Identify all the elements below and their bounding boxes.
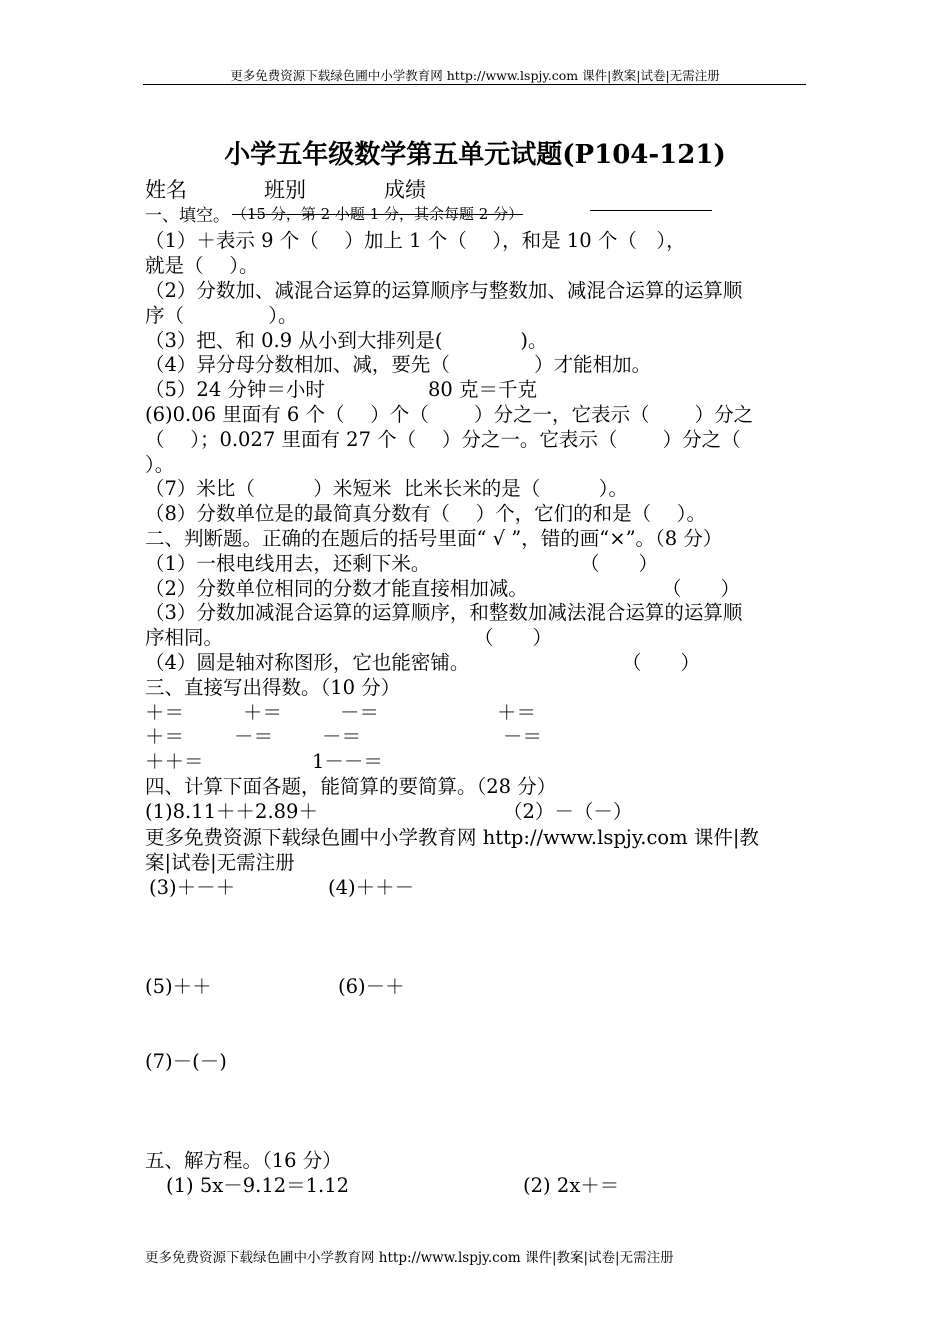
mental-math-item: －＝ [322, 725, 362, 748]
question-1-2b: 序（ ）。 [145, 304, 298, 327]
calc-4: (4)＋＋－ [328, 876, 415, 899]
question-1-4: （4）异分母分数相加、减，要先（ ）才能相加。 [145, 353, 652, 376]
question-1-5a: （5）24 分钟＝小时 [145, 378, 325, 401]
calc-1: (1)8.11＋＋2.89＋ [145, 800, 318, 823]
calc-6: (6)－＋ [338, 975, 405, 998]
question-1-7: （7）米比（ ）米短米 比米长米的是（ ）。 [145, 477, 629, 500]
student-name-label: 姓名 [145, 178, 187, 202]
mental-math-item: ＋＝ [145, 725, 185, 748]
judge-4: （4）圆是轴对称图形，它也能密铺。 [145, 651, 470, 674]
judge-3b: 序相同。 [145, 626, 224, 649]
calc-3: (3)＋－＋ [149, 876, 236, 899]
calc-5: (5)＋＋ [145, 975, 212, 998]
calc-7: (7)－(－) [145, 1050, 227, 1073]
score-label: 成绩 [384, 178, 426, 202]
mental-math-item: －＝ [503, 725, 543, 748]
question-1-2a: （2）分数加、减混合运算的运算顺序与整数加、减混合运算的运算顺 [145, 279, 743, 302]
mental-math-item: ＋＝ [145, 701, 185, 724]
judge-2-bracket: （ ） [662, 577, 741, 600]
answer-line [590, 210, 712, 211]
mental-math-item: ＋＝ [243, 701, 283, 724]
section-3-heading: 三、直接写出得数。（10 分） [145, 676, 401, 699]
page-title: 小学五年级数学第五单元试题(P104-121) [224, 140, 726, 170]
judge-3-bracket: （ ） [474, 626, 553, 649]
section-1-heading: 一、填空。 [145, 206, 230, 226]
section-1-points: （15 分，第 2 小题 1 分，其余每题 2 分） [232, 205, 524, 223]
mental-math-item: ＋＝ [497, 701, 537, 724]
question-1-6c: ）。 [145, 453, 175, 476]
question-1-6a: (6)0.06 里面有 6 个（ ）个（ ）分之一，它表示（ ）分之 [145, 403, 754, 426]
mental-math-item: －＝ [340, 701, 380, 724]
header-rule [143, 84, 806, 85]
question-1-1a: （1）＋表示 9 个（ ）加上 1 个（ ），和是 10 个（ ）， [145, 229, 686, 252]
judge-1-bracket: （ ） [580, 552, 659, 575]
mental-math-item: －＝ [234, 725, 274, 748]
judge-2: （2）分数单位相同的分数才能直接相加减。 [145, 577, 528, 600]
equation-2: (2) 2x＋＝ [523, 1174, 620, 1197]
judge-1: （1）一根电线用去，还剩下米。 [145, 552, 431, 575]
page-header: 更多免费资源下载绿色圃中小学教育网 http://www.lspjy.com 课件|教案|试卷|无需注册 [230, 68, 720, 83]
question-1-3: （3）把、和 0.9 从小到大排列是( )。 [145, 329, 548, 352]
judge-4-bracket: （ ） [622, 651, 701, 674]
calc-2: （2）－（－） [503, 800, 633, 823]
question-1-6b: （ ）；0.027 里面有 27 个（ ）分之一。它表示（ ）分之（ [145, 428, 741, 451]
section-4-heading: 四、计算下面各题，能简算的要简算。（28 分） [145, 775, 557, 798]
inline-ad-line-1: 更多免费资源下载绿色圃中小学教育网 http://www.lspjy.com 课件|教 [145, 826, 759, 849]
question-1-5b: 80 克＝千克 [428, 378, 538, 401]
equation-1: (1) 5x－9.12＝1.12 [166, 1174, 350, 1197]
class-label: 班别 [264, 178, 306, 202]
question-1-1b: 就是（ ）。 [145, 254, 259, 277]
judge-3a: （3）分数加减混合运算的运算顺序，和整数加减法混合运算的运算顺 [145, 601, 743, 624]
mental-math-item: ＋＋＝ [145, 750, 204, 773]
page-footer: 更多免费资源下载绿色圃中小学教育网 http://www.lspjy.com 课件|教案|试卷|无需注册 [145, 1250, 674, 1266]
section-5-heading: 五、解方程。（16 分） [145, 1149, 342, 1172]
mental-math-item: 1－－＝ [312, 750, 383, 773]
inline-ad-line-2: 案|试卷|无需注册 [145, 851, 295, 874]
question-1-8: （8）分数单位是的最简真分数有（ ）个，它们的和是（ ）。 [145, 502, 707, 525]
section-2-heading: 二、判断题。正确的在题后的括号里面“ √ ”，错的画“×”。（8 分） [145, 527, 723, 550]
